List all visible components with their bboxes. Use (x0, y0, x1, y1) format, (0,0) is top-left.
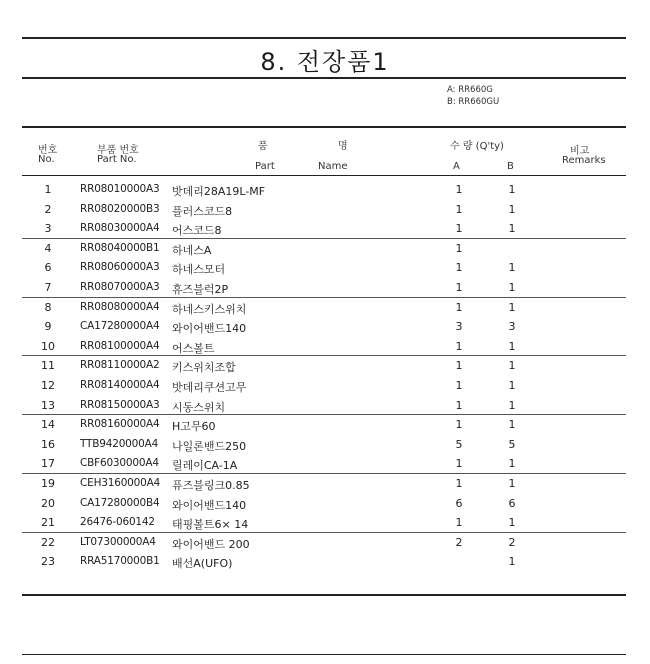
part-name: 와이어밴드140 (172, 322, 247, 336)
qty-b: 1 (508, 183, 516, 196)
qty-b: 1 (508, 477, 516, 490)
row-number: 4 (44, 241, 52, 255)
part-number: RR08070000A3 (80, 281, 160, 293)
part-name: 태핑볼트6× 14 (172, 518, 249, 532)
part-name: 밧데리28A19L-MF (172, 185, 266, 198)
qty-b: 1 (508, 222, 516, 236)
part-number: RR08100000A4 (80, 339, 160, 352)
top-rule (22, 37, 626, 39)
row-number: 8 (44, 300, 52, 314)
part-number: RR08160000A4 (80, 418, 160, 431)
part-number: RR08140000A4 (80, 379, 160, 391)
header-qty-ko: 수 량 (Q'ty) (450, 141, 504, 152)
table-row (22, 180, 626, 200)
row-number: 22 (41, 535, 55, 549)
page-title: 8. 전장품1 (260, 48, 390, 76)
qty-a: 1 (455, 418, 463, 432)
table-row (22, 219, 626, 239)
header-qty-a: A (453, 161, 460, 172)
part-number: CEH3160000A4 (80, 477, 161, 489)
table-row (22, 337, 626, 357)
qty-a: 1 (455, 202, 463, 216)
qty-b: 1 (508, 457, 516, 471)
header-top-rule (22, 126, 626, 128)
qty-a: 2 (455, 535, 463, 549)
header-bottom-rule (22, 175, 626, 176)
qty-b: 1 (508, 261, 516, 275)
qty-b: 1 (508, 300, 516, 314)
part-name: 하네스키스위치 (172, 302, 247, 316)
row-number: 1 (44, 183, 52, 196)
header-part-no-en: Part No. (97, 154, 137, 165)
table-row (22, 513, 626, 533)
part-number: CA17280000B4 (80, 496, 160, 509)
qty-b: 1 (508, 359, 516, 373)
qty-b: 1 (508, 516, 516, 530)
header-remarks-en: Remarks (562, 155, 606, 166)
qty-a: 1 (455, 379, 463, 392)
table-row (22, 278, 626, 298)
row-number: 12 (41, 379, 55, 392)
qty-a: 3 (455, 320, 463, 334)
table-row (22, 533, 626, 553)
part-name: 시동스위치 (172, 400, 226, 414)
header-name-en-1: Part (255, 161, 275, 172)
row-number: 3 (44, 222, 52, 236)
header-name-ko-1: 품 (258, 141, 268, 152)
part-name: 하네스모터 (172, 263, 226, 277)
part-name: 나일론밴드250 (172, 439, 247, 453)
title-underline (22, 77, 626, 79)
header-qty-b: B (507, 161, 514, 172)
table-row (22, 239, 626, 259)
qty-b: 1 (508, 339, 516, 353)
qty-a: 1 (455, 398, 463, 412)
row-number: 17 (41, 457, 55, 471)
part-number: RR08110000A2 (80, 359, 160, 372)
header-name-en-2: Name (318, 161, 348, 172)
legend-b: B: RR660GU (447, 97, 500, 107)
part-number: CA17280000A4 (80, 320, 160, 333)
qty-a: 1 (455, 261, 463, 275)
qty-a: 1 (455, 300, 463, 314)
qty-b: 6 (508, 496, 516, 510)
part-name: 키스위치조합 (172, 361, 236, 375)
table-row (22, 317, 626, 337)
header-no-en: No. (38, 154, 55, 165)
part-name: 하네스A (172, 243, 212, 257)
row-number: 23 (41, 555, 55, 569)
row-number: 14 (41, 418, 55, 432)
part-number: RR08150000A3 (80, 398, 160, 411)
table-row (22, 396, 626, 416)
qty-a: 1 (455, 359, 463, 373)
row-number: 2 (44, 202, 52, 216)
qty-b: 2 (508, 535, 516, 549)
table-row (22, 200, 626, 220)
part-number: RRA5170000B1 (80, 555, 160, 568)
part-name: 어스볼트 (172, 341, 215, 355)
qty-a: 1 (455, 516, 463, 530)
part-name: 와이어밴드 200 (172, 537, 250, 551)
qty-a: 1 (455, 339, 463, 353)
part-name: 와이어밴드140 (172, 498, 247, 512)
table-row (22, 415, 626, 435)
qty-b: 5 (508, 437, 516, 451)
header-no-ko: 번호 (38, 145, 58, 156)
row-number: 6 (44, 261, 52, 275)
part-number: RR08020000B3 (80, 202, 160, 215)
row-number: 7 (44, 281, 52, 294)
row-number: 20 (41, 496, 55, 510)
row-number: 19 (41, 477, 55, 490)
part-number: RR08030000A4 (80, 222, 160, 235)
part-name: 밧데리쿠션고무 (172, 381, 247, 394)
part-name: 플러스코드8 (172, 204, 233, 218)
qty-a: 1 (455, 222, 463, 236)
qty-b: 1 (508, 418, 516, 432)
qty-a: 1 (455, 477, 463, 490)
part-name: 배선A(UFO) (172, 557, 233, 571)
table-row (22, 258, 626, 278)
part-name: 릴레이CA-1A (172, 459, 238, 473)
qty-a: 1 (455, 183, 463, 196)
table-row (22, 454, 626, 474)
table-row (22, 474, 626, 494)
row-number: 16 (41, 437, 55, 451)
page-bottom-rule (22, 654, 626, 655)
row-number: 13 (41, 398, 55, 412)
part-number: LT07300000A4 (80, 535, 156, 548)
legend-a: A: RR660G (447, 85, 493, 95)
table-row (22, 494, 626, 514)
qty-a: 5 (455, 437, 463, 451)
row-number: 9 (44, 320, 52, 334)
header-part-no-ko: 부품 번호 (97, 145, 139, 156)
qty-b: 1 (508, 202, 516, 216)
qty-a: 1 (455, 281, 463, 294)
part-name: 어스코드8 (172, 224, 222, 238)
table-row (22, 298, 626, 318)
table-row (22, 376, 626, 396)
row-number: 11 (41, 359, 55, 373)
part-name: 퓨즈블링크0.85 (172, 479, 250, 492)
qty-a: 1 (455, 457, 463, 471)
part-number: RR08010000A3 (80, 183, 160, 195)
header-remarks-ko: 비고 (570, 146, 590, 157)
part-number: CBF6030000A4 (80, 457, 159, 470)
qty-b: 1 (508, 379, 516, 392)
part-number: RR08040000B1 (80, 241, 160, 254)
table-bottom-rule (22, 594, 626, 596)
part-name: 휴즈블럭2P (172, 283, 229, 296)
qty-a: 6 (455, 496, 463, 510)
qty-b: 1 (508, 555, 516, 569)
part-number: RR08080000A4 (80, 300, 160, 313)
row-number: 21 (41, 516, 55, 530)
row-number: 10 (41, 339, 55, 353)
qty-b: 1 (508, 281, 516, 294)
part-number: RR08060000A3 (80, 261, 160, 274)
qty-a: 1 (455, 241, 463, 255)
part-number: TTB9420000A4 (80, 437, 159, 450)
table-row (22, 435, 626, 455)
table-row (22, 552, 626, 572)
qty-b: 1 (508, 398, 516, 412)
header-name-ko-2: 명 (338, 141, 348, 152)
table-row (22, 356, 626, 376)
qty-b: 3 (508, 320, 516, 334)
part-name: H고무60 (172, 420, 216, 434)
part-number: 26476-060142 (80, 516, 155, 529)
